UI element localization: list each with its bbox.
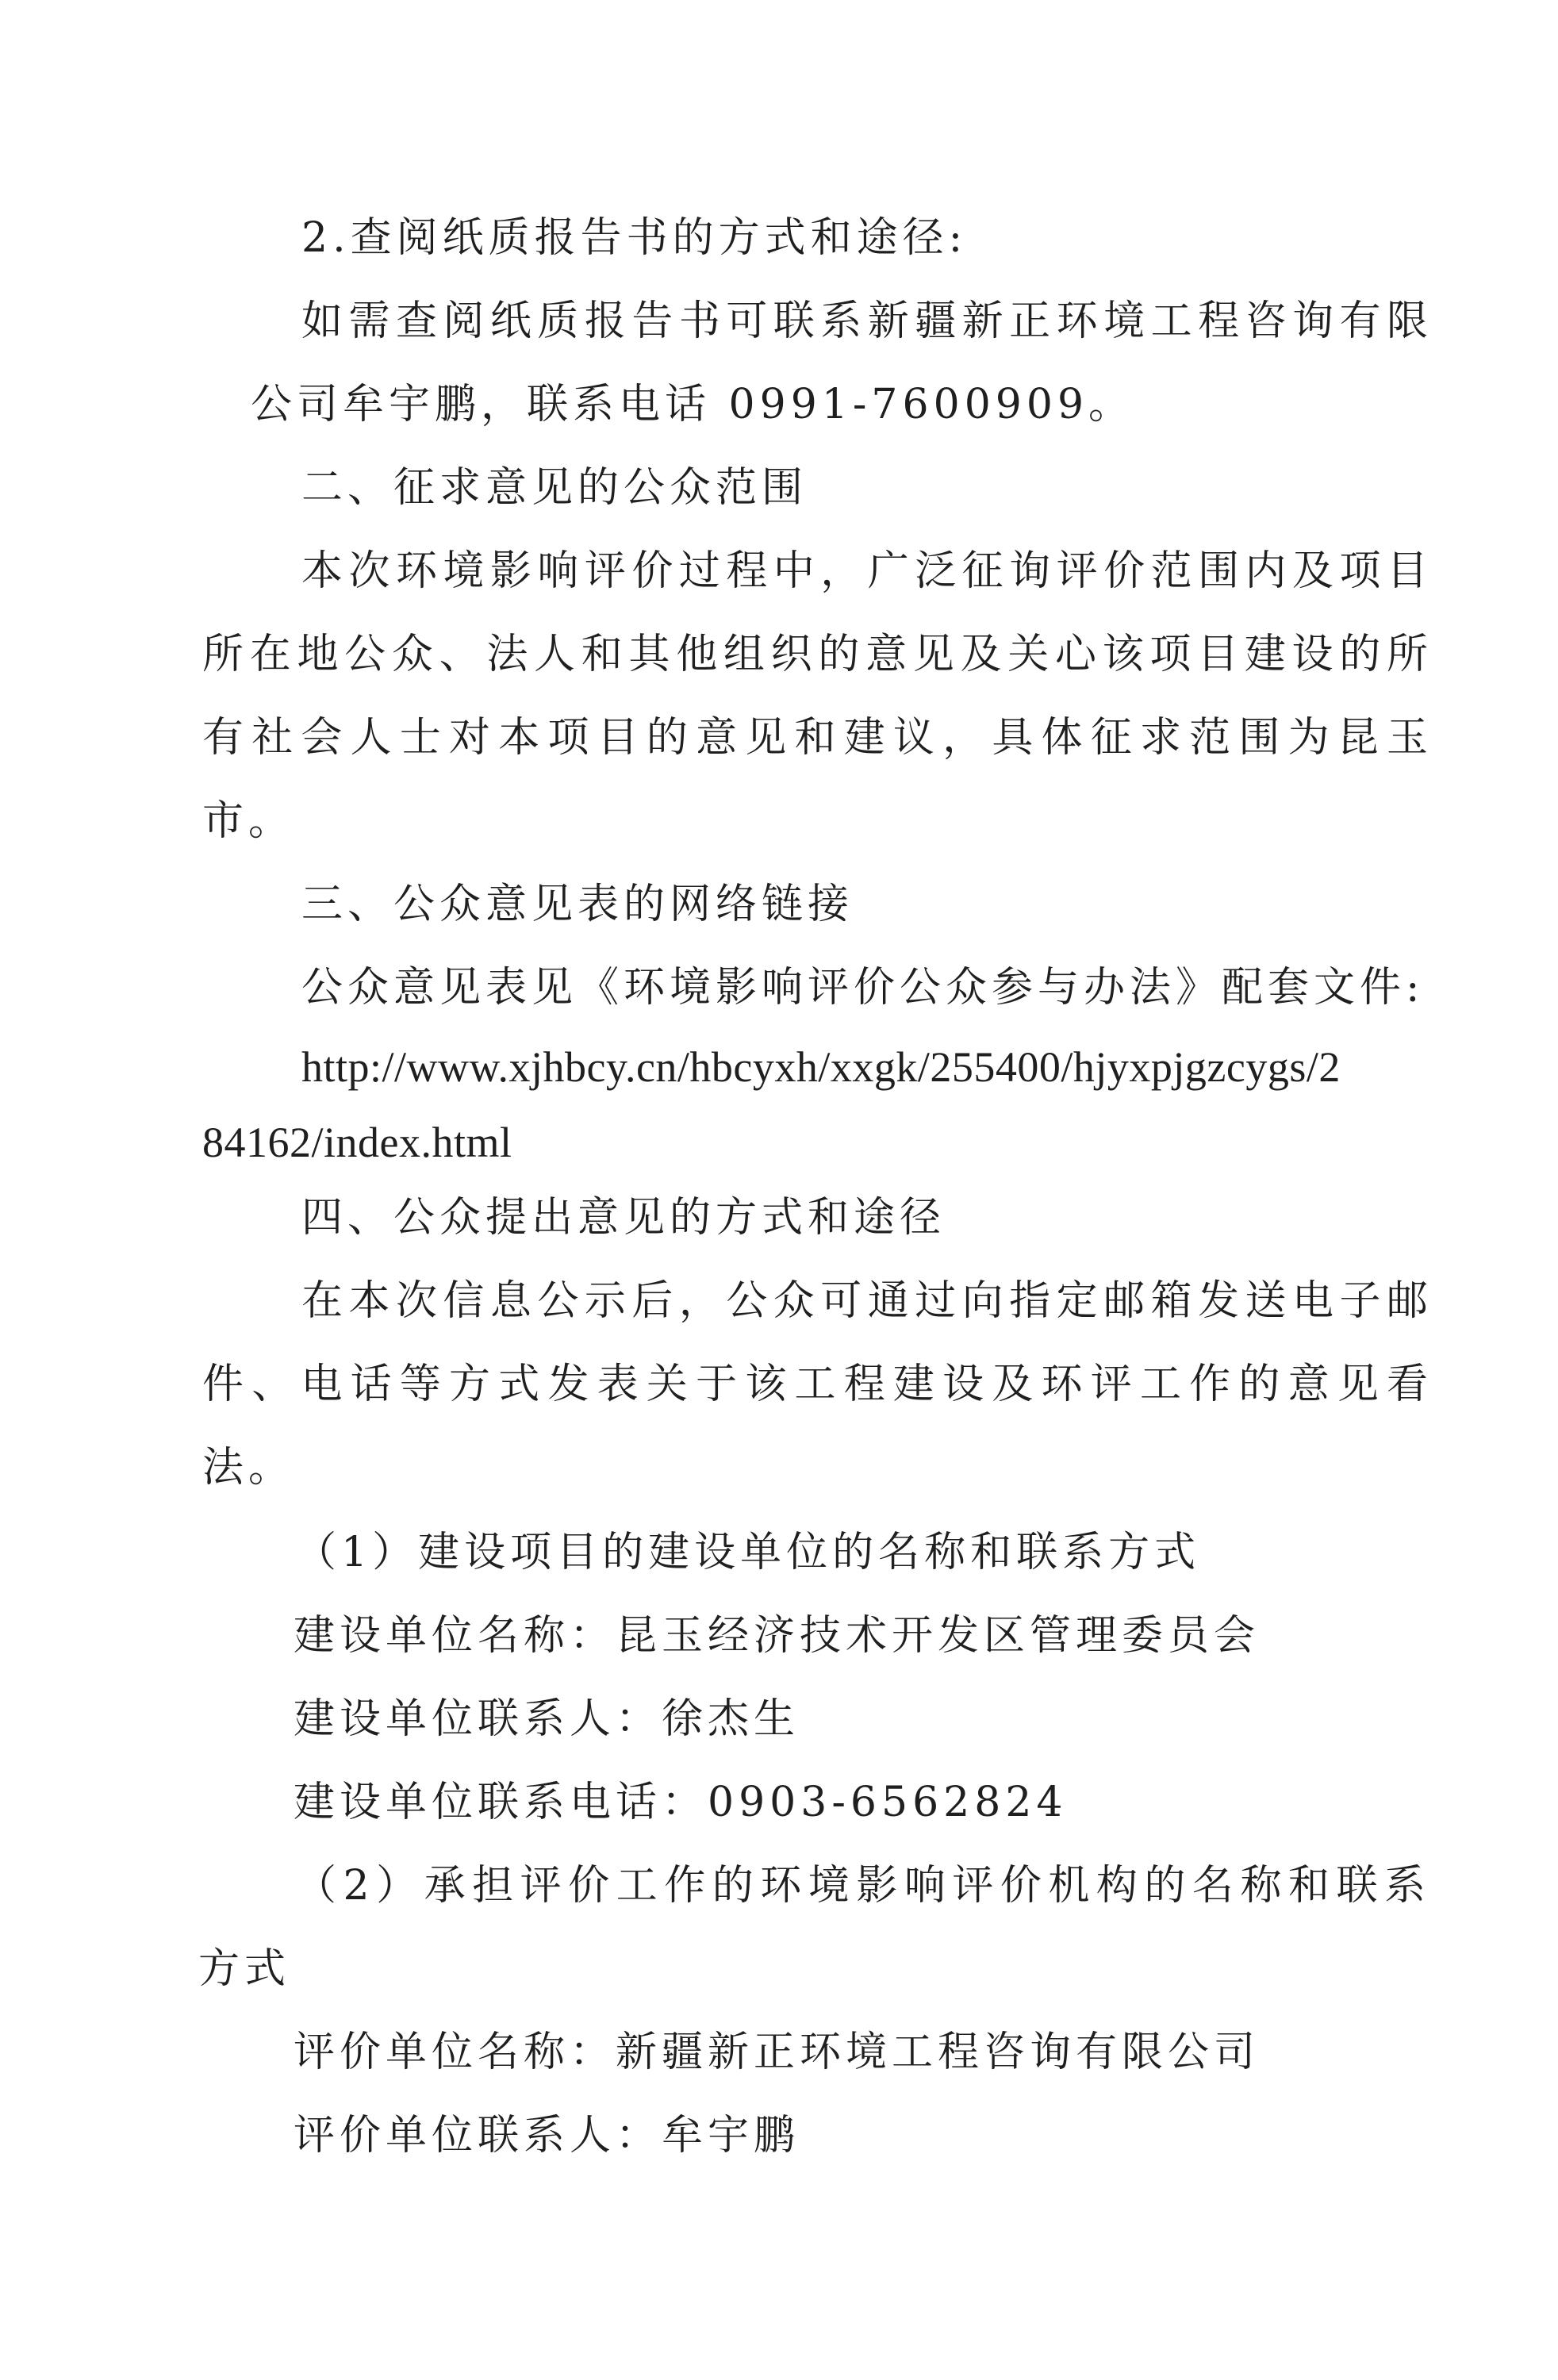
section-heading-feedback-methods: 四、公众提出意见的方式和途径 [301, 1194, 946, 1242]
section-heading-network-link: 三、公众意见表的网络链接 [301, 881, 854, 928]
paragraph-line: 方式 [198, 1945, 291, 1993]
paragraph-line: 件、电话等方式发表关于该工程建设及环评工作的意见看 [202, 1361, 1428, 1408]
evaluator-name: 评价单位名称：新疆新正环境工程咨询有限公司 [294, 2029, 1261, 2076]
builder-name: 建设单位名称：昆玉经济技术开发区管理委员会 [294, 1612, 1261, 1660]
paragraph-line: 所在地公众、法人和其他组织的意见及关心该项目建设的所 [202, 631, 1428, 678]
paragraph-line: 公司牟宇鹏，联系电话 0991-7600909。 [251, 381, 1135, 428]
section-heading-paper-report: 2.查阅纸质报告书的方式和途径: [301, 214, 968, 262]
url-link-line-1[interactable]: http://www.xjhbcy.cn/hbcyxh/xxgk/255400/hjyxpjgzcygs/2 [301, 1043, 1341, 1091]
section-heading-public-scope: 二、征求意见的公众范围 [301, 464, 808, 512]
builder-contact-phone: 建设单位联系电话：0903-6562824 [294, 1779, 1068, 1826]
paragraph-line: 有社会人士对本项目的意见和建议，具体征求范围为昆玉 [202, 714, 1428, 762]
subsection-heading-evaluator: （2）承担评价工作的环境影响评价机构的名称和联系 [295, 1862, 1426, 1910]
paragraph-line: 如需查阅纸质报告书可联系新疆新正环境工程咨询有限 [301, 298, 1428, 345]
paragraph-line: 法。 [202, 1444, 295, 1491]
paragraph-line: 市。 [202, 797, 295, 845]
builder-contact-person: 建设单位联系人：徐杰生 [294, 1695, 800, 1743]
url-link-line-2[interactable]: 84162/index.html [202, 1119, 512, 1166]
paragraph-line: 公众意见表见《环境影响评价公众参与办法》配套文件: [301, 964, 1425, 1012]
paragraph-line: 本次环境影响评价过程中，广泛征询评价范围内及项目 [301, 547, 1428, 595]
subsection-heading-builder: （1）建设项目的建设单位的名称和联系方式 [295, 1529, 1201, 1576]
evaluator-contact-person: 评价单位联系人：牟宇鹏 [294, 2112, 800, 2159]
paragraph-line: 在本次信息公示后，公众可通过向指定邮箱发送电子邮 [301, 1277, 1428, 1325]
